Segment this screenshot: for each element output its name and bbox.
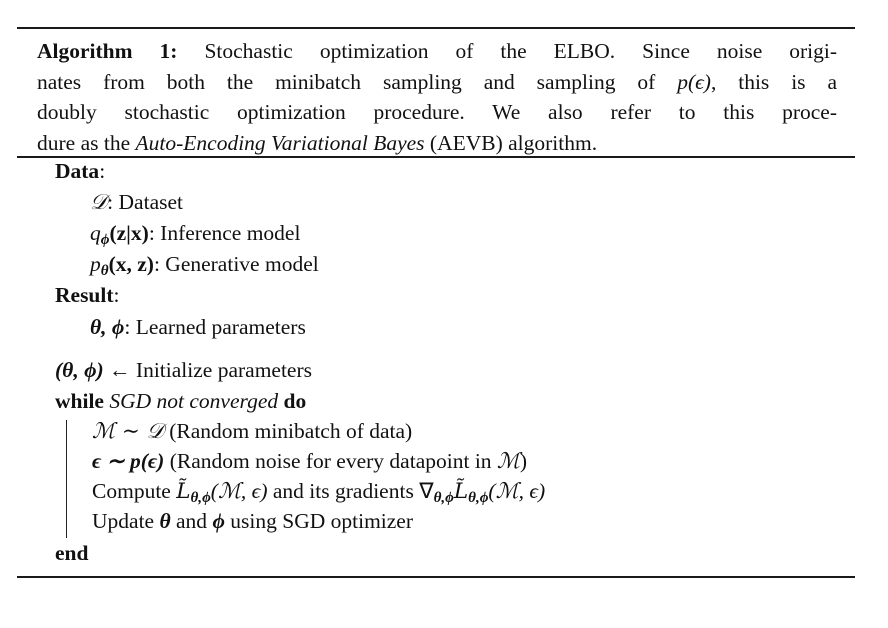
caption-line-4: dure as the Auto-Encoding Variational Bayes (AEVB) algorithm. <box>37 130 598 155</box>
algorithm-label: Algorithm 1: <box>37 39 178 63</box>
result-heading: Result: <box>55 283 120 307</box>
data-item-generative-model: $p_\theta(x$, z): Generative model <box>90 252 319 279</box>
end-statement: end <box>55 541 89 565</box>
loop-step-noise: ϵ ∼ p(ϵ) (Random noise for every datapoint in ℳ) <box>92 449 528 474</box>
caption-line-2: nates from both the minibatch sampling and sampling of p(ϵ), this is a <box>37 69 837 94</box>
aevb-name: Auto-Encoding Variational Bayes <box>135 130 425 155</box>
caption-line-1: Algorithm 1: Stochastic optimization of the ELBO. Since noise origi- <box>37 39 838 63</box>
loop-body-bar <box>66 420 67 538</box>
bottom-rule <box>17 576 855 578</box>
algorithm-caption <box>37 36 837 158</box>
init-statement: (θ, ϕ) ← Initialize parameters <box>55 358 313 382</box>
loop-step-update: Update θ and ϕ using SGD optimizer <box>92 509 414 533</box>
caption-line-3: doubly stochastic optimization procedure. We also refer to this proce- <box>37 100 837 124</box>
result-item-parameters: θ, ϕ: Learned parameters <box>90 315 306 339</box>
loop-step-compute: Compute $L̃_{\theta,\phi}(ℳ$, ϵ) and its gradients $\nabla_{\theta,\phi}L̃_{\theta,\phi}(ℳ$, ϵ) <box>92 479 546 506</box>
noise-dist-math: p(ϵ) <box>677 69 711 94</box>
data-item-inference-model: $q_\phi(z|x)$: Inference model <box>90 221 301 248</box>
top-rule <box>17 27 855 29</box>
data-item-dataset: 𝒟: Dataset <box>90 190 183 215</box>
data-heading: Data: <box>55 159 106 183</box>
middle-rule <box>17 156 855 158</box>
loop-step-minibatch: ℳ ∼ 𝒟 (Random minibatch of data) <box>92 419 413 444</box>
while-statement: while SGD not converged do <box>55 389 307 413</box>
